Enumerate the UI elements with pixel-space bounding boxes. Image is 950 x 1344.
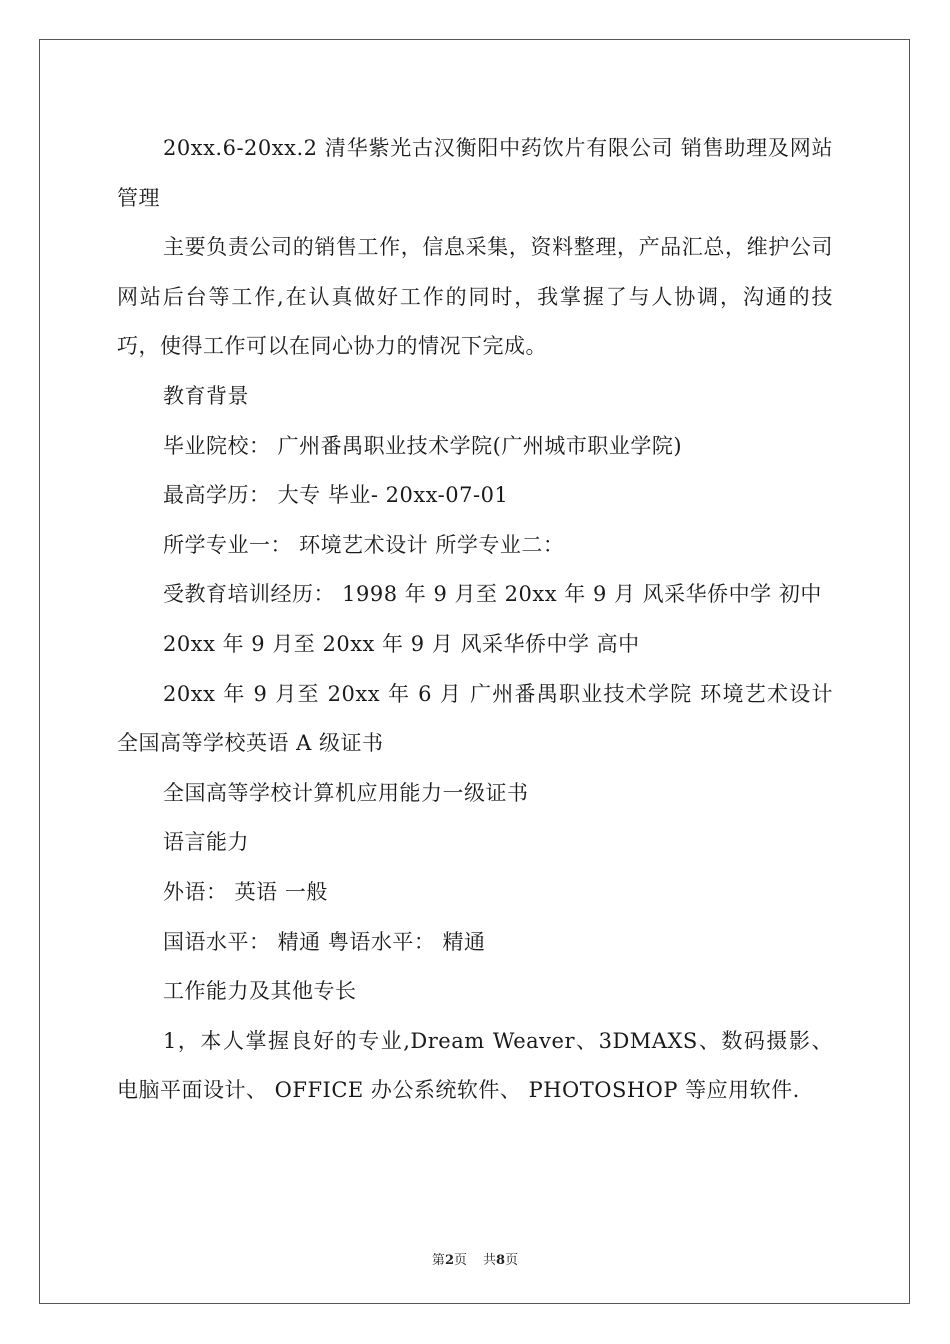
heading-education: 教育背景 (163, 383, 249, 408)
paragraph-highest-degree: 最高学历： 大专 毕业- 20xx-07-01 (163, 483, 509, 508)
footer-total-suffix: 页 (505, 1253, 519, 1268)
heading-skills: 工作能力及其他专长 (163, 979, 357, 1004)
footer-page-prefix: 第 (431, 1253, 445, 1268)
page-footer (0, 1249, 950, 1268)
footer-page-total: 8 (496, 1253, 506, 1268)
footer-total-prefix: 共 (483, 1253, 497, 1268)
footer-page-suffix: 页 (453, 1253, 467, 1268)
document-body (117, 124, 833, 1116)
paragraph-foreign-language: 外语： 英语 一般 (163, 879, 328, 904)
paragraph-major: 所学专业一： 环境艺术设计 所学专业二： (163, 532, 565, 557)
footer-page-current: 2 (444, 1253, 454, 1268)
paragraph-skills-1: 1，本人掌握良好的专业,Dream Weaver、3DMAXS、数码摄影、电脑平面设计、 OFFICE 办公系统软件、 PHOTOSHOP 等应用软件. (117, 1028, 833, 1103)
paragraph-training-3: 20xx 年 9 月至 20xx 年 6 月 广州番禺职业技术学院 环境艺术设计 全国高等学校英语 A 级证书 (117, 681, 833, 756)
paragraph-work-experience: 20xx.6-20xx.2 清华紫光古汉衡阳中药饮片有限公司 销售助理及网站管理 (117, 136, 833, 210)
paragraph-training-1: 受教育培训经历： 1998 年 9 月至 20xx 年 9 月 风采华侨中学 初中 (163, 582, 822, 607)
paragraph-certificate: 全国高等学校计算机应用能力一级证书 (163, 780, 529, 805)
paragraph-training-2: 20xx 年 9 月至 20xx 年 9 月 风采华侨中学 高中 (163, 631, 640, 656)
paragraph-graduate-school: 毕业院校： 广州番禺职业技术学院(广州城市职业学院) (163, 433, 683, 458)
paragraph-work-duties: 主要负责公司的销售工作，信息采集，资料整理，产品汇总，维护公司网站后台等工作,在认真做好工作的同时，我掌握了与人协调，沟通的技巧，使得工作可以在同心协力的情况下完成。 (117, 235, 833, 359)
paragraph-mandarin-cantonese: 国语水平： 精通 粤语水平： 精通 (163, 929, 486, 954)
heading-language: 语言能力 (163, 830, 249, 855)
